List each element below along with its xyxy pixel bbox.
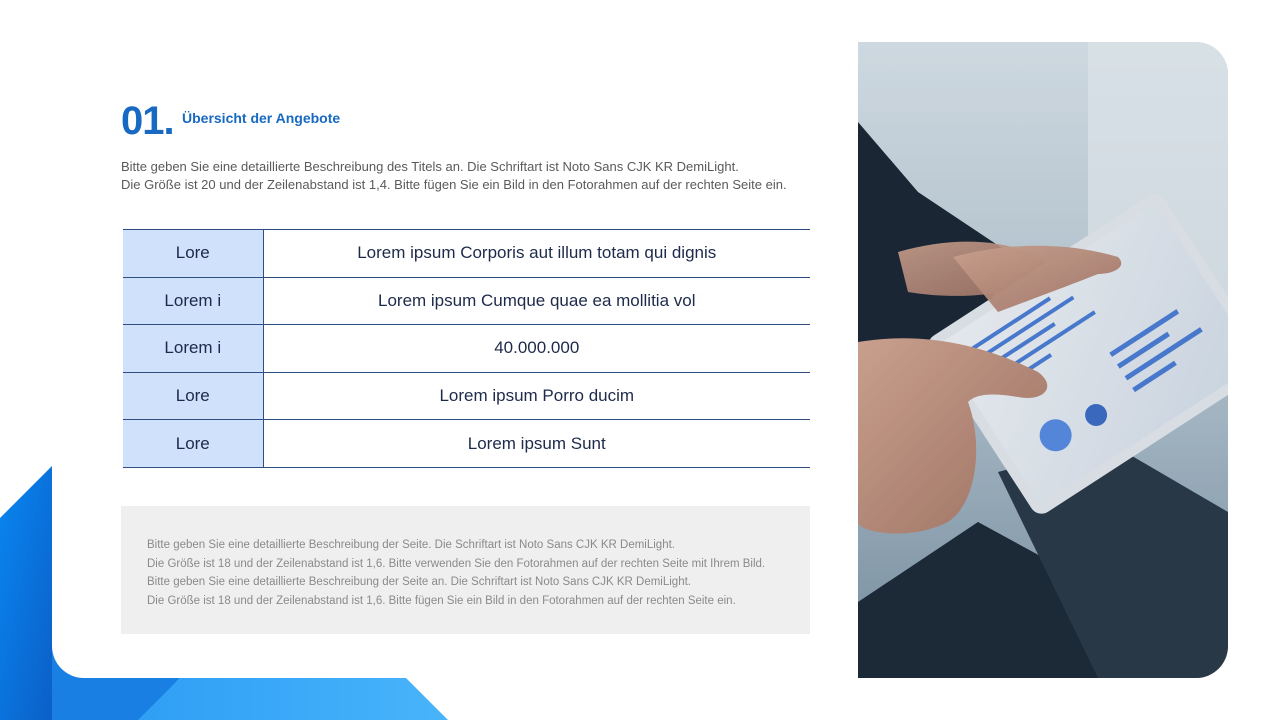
table-label-cell: Lorem i (123, 325, 263, 373)
note-line: Die Größe ist 18 und der Zeilenabstand ist 1,6. Bitte verwenden Sie den Fotorahmen auf der rechten Seite mit Ihrem Bild. (147, 557, 766, 570)
table-row (123, 230, 810, 278)
note-line: Bitte geben Sie eine detaillierte Beschreibung der Seite. Die Schriftart ist Noto Sans CJK KR DemiLight. (147, 539, 675, 551)
table-value-cell: 40.000.000 (263, 325, 810, 373)
description-line: Bitte geben Sie eine detaillierte Beschreibung des Titels an. Die Schriftart ist Noto Sans CJK KR DemiLight. (121, 159, 739, 174)
table-label-cell: Lore (123, 230, 263, 278)
table-label-cell: Lore (123, 372, 263, 420)
title-description (121, 158, 821, 194)
note-line: Die Größe ist 18 und der Zeilenabstand ist 1,6. Bitte fügen Sie ein Bild in den Fotorahmen auf der rechten Seite ein. (147, 594, 736, 607)
table-value-cell: Lorem ipsum Cumque quae ea mollitia vol (263, 277, 810, 325)
table-value-cell: Lorem ipsum Sunt (263, 420, 810, 468)
table-label-cell: Lore (123, 420, 263, 468)
table-row (123, 420, 810, 468)
page-note-box (121, 506, 810, 634)
table-label-cell: Lorem i (123, 277, 263, 325)
section-title: Übersicht der Angebote (182, 110, 341, 126)
table-value-cell: Lorem ipsum Corporis aut illum totam qui dignis (263, 230, 810, 278)
photo-frame (858, 42, 1228, 678)
table-row (123, 325, 810, 373)
tablet-photo-illustration (858, 42, 1228, 678)
description-line: Die Größe ist 20 und der Zeilenabstand ist 1,4. Bitte fügen Sie ein Bild in den Fotorahmen auf der rechten Seite ein. (121, 177, 787, 192)
section-number: 01. (121, 99, 174, 143)
table-value-cell: Lorem ipsum Porro ducim (263, 372, 810, 420)
table-row (123, 372, 810, 420)
table-row (123, 277, 810, 325)
note-line: Bitte geben Sie eine detaillierte Beschreibung der Seite an. Die Schriftart ist Noto Sans CJK KR DemiLight. (147, 576, 691, 588)
offer-table (123, 229, 810, 468)
